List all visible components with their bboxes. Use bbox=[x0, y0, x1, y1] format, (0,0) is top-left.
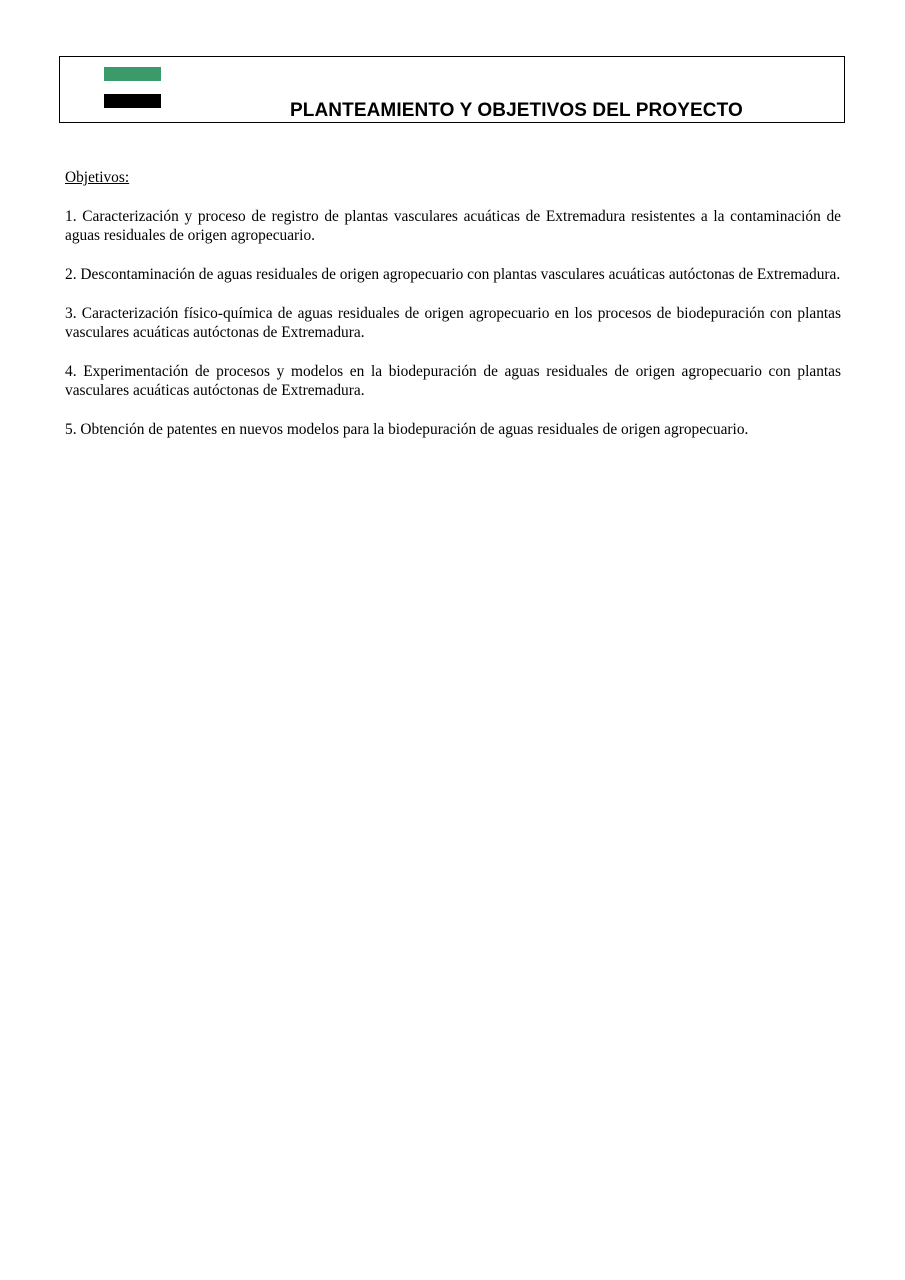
objective-item: 4. Experimentación de procesos y modelos en la biodepuración de aguas residuales de origen agropecuario con plantas vasculares acuáticas autóctonas de Extremadura. bbox=[65, 363, 841, 399]
flag-white-band bbox=[104, 81, 161, 94]
extremadura-flag-icon bbox=[104, 67, 161, 108]
objective-item: 2. Descontaminación de aguas residuales de origen agropecuario con plantas vasculares acuáticas autóctonas de Extremadura. bbox=[65, 266, 841, 283]
section-label: Objetivos: bbox=[65, 169, 130, 186]
flag-black-band bbox=[104, 94, 161, 108]
document-body bbox=[65, 168, 841, 459]
page-title: PLANTEAMIENTO Y OBJETIVOS DEL PROYECTO bbox=[290, 100, 743, 121]
flag-green-band bbox=[104, 67, 161, 81]
objective-item: 5. Obtención de patentes en nuevos modelos para la biodepuración de aguas residuales de origen agropecuario. bbox=[65, 421, 749, 438]
objective-item: 3. Caracterización físico-química de aguas residuales de origen agropecuario en los procesos de biodepuración con plantas vasculares acuáticas autóctonas de Extremadura. bbox=[65, 305, 841, 341]
document-header bbox=[59, 56, 845, 123]
objective-item: 1. Caracterización y proceso de registro de plantas vasculares acuáticas de Extremadura resistentes a la contaminación de aguas residuales de origen agropecuario. bbox=[65, 208, 841, 244]
